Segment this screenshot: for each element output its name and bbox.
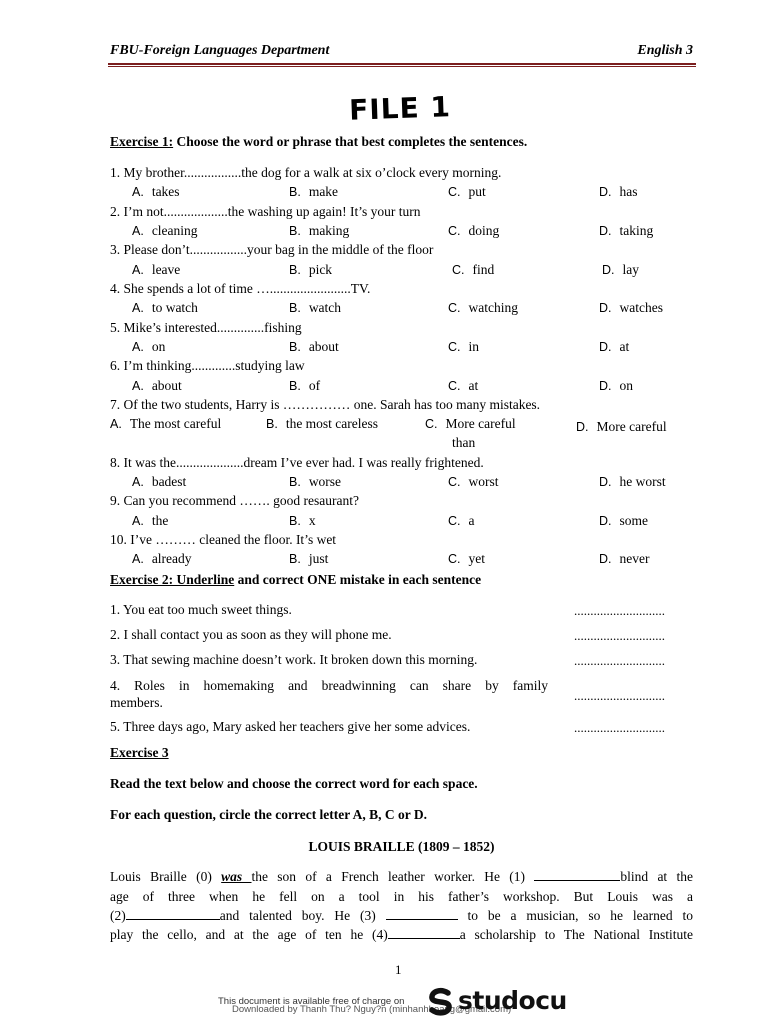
q6-option-c: C. at (448, 378, 479, 393)
question-9: 9. Can you recommend ……. good resaurant? (110, 493, 359, 508)
question-4: 4. She spends a lot of time …........................TV. (110, 281, 371, 296)
ex2-item-5: 5. Three days ago, Mary asked her teachers give her some advices. (110, 719, 471, 734)
q5-option-d: D. at (599, 339, 630, 354)
passage-line-3: (2) and talented boy. He (3) to be a musician, so he learned to (110, 908, 694, 923)
exercise-2-instruction: and correct ONE mistake in each sentence (234, 572, 482, 587)
question-5: 5. Mike’s interested..............fishing (110, 320, 302, 335)
exercise-3-instruction-2: For each question, circle the correct letter A, B, C or D. (110, 807, 428, 822)
blank-3[interactable] (386, 908, 458, 920)
q8-option-a: A. badest (132, 474, 187, 489)
q10-option-c: C. yet (448, 551, 485, 566)
ex2-answer-1[interactable]: ............................ (574, 603, 665, 618)
q1-option-b: B. make (289, 184, 339, 199)
q3-option-d: D. lay (602, 262, 639, 277)
availability-note: This document is available free of charge on (218, 996, 405, 1007)
header-rule-thin (108, 66, 696, 67)
q7-option-b: B. the most careless (266, 416, 379, 431)
blank-4[interactable] (388, 927, 460, 939)
page-number: 1 (395, 962, 402, 977)
question-7: 7. Of the two students, Harry is …………… one. Sarah has too many mistakes. (110, 397, 541, 412)
department-name: FBU-Foreign Languages Department (110, 43, 330, 58)
ex2-answer-2[interactable]: ............................ (574, 628, 665, 643)
question-1: 1. My brother.................the dog for a walk at six o’clock every morning. (110, 165, 502, 180)
studocu-logo-icon[interactable] (426, 987, 456, 1017)
q1-option-c: C. put (448, 184, 486, 199)
q3-option-c: C. find (452, 262, 495, 277)
q8-option-c: C. worst (448, 474, 499, 489)
q2-option-a: A. cleaning (132, 223, 198, 238)
ex2-item-2: 2. I shall contact you as soon as they will phone me. (110, 627, 392, 642)
q6-option-d: D. on (599, 378, 633, 393)
q4-option-b: B. watch (289, 300, 342, 315)
header-rule (108, 63, 696, 65)
q7-option-c-continued: than (452, 435, 476, 450)
question-2: 2. I’m not...................the washing up again! It’s your turn (110, 204, 421, 219)
q9-option-d: D. some (599, 513, 648, 528)
ex2-item-4-continued: members. (110, 695, 163, 710)
q10-option-b: B. just (289, 551, 329, 566)
q2-option-d: D. taking (599, 223, 654, 238)
page-header (110, 43, 693, 63)
example-answer: was (221, 869, 252, 884)
q10-option-a: A. already (132, 551, 192, 566)
ex2-item-3: 3. That sewing machine doesn’t work. It broken down this morning. (110, 652, 478, 667)
q9-option-a: A. the (132, 513, 169, 528)
q8-option-d: D. he worst (599, 474, 666, 489)
ex2-item-1: 1. You eat too much sweet things. (110, 602, 292, 617)
q3-option-b: B. pick (289, 262, 333, 277)
q10-option-d: D. never (599, 551, 650, 566)
passage-line-4: play the cello, and at the age of ten he (4) a scholarship to The National Institute (110, 927, 693, 942)
q6-option-b: B. of (289, 378, 321, 393)
q4-option-c: C. watching (448, 300, 518, 315)
q9-option-c: C. a (448, 513, 475, 528)
exercise-3-label: Exercise 3 (110, 745, 169, 760)
course-name: English 3 (637, 43, 693, 58)
q5-option-c: C. in (448, 339, 480, 354)
question-3: 3. Please don’t.................your bag in the middle of the floor (110, 242, 434, 257)
q1-option-d: D. has (599, 184, 638, 199)
q6-option-a: A. about (132, 378, 182, 393)
ex2-answer-5[interactable]: ............................ (574, 720, 665, 735)
download-note: Downloaded by Thanh Thu? Nguy?n (minhanhhoang@gmail.com) (232, 1004, 512, 1015)
studocu-brand[interactable]: studocu (458, 986, 567, 1015)
question-8: 8. It was the....................dream I’ve ever had. I was really frightened. (110, 455, 484, 470)
q7-option-c: C. More careful (425, 416, 516, 431)
exercise-1-instruction: Choose the word or phrase that best completes the sentences. (173, 134, 528, 149)
q3-option-a: A. leave (132, 262, 181, 277)
exercise-1-heading (110, 134, 527, 150)
ex2-answer-3[interactable]: ............................ (574, 653, 665, 668)
question-6: 6. I’m thinking.............studying law (110, 358, 305, 373)
passage-line-1: Louis Braille (0) was the son of a French leather worker. He (1) blind at the (110, 869, 693, 884)
q5-option-b: B. about (289, 339, 339, 354)
q4-option-a: A. to watch (132, 300, 198, 315)
q2-option-c: C. doing (448, 223, 500, 238)
question-10: 10. I’ve ……… cleaned the floor. It’s wet (110, 532, 337, 547)
blank-2[interactable] (126, 908, 220, 920)
q7-option-a: A. The most careful (110, 416, 222, 431)
q4-option-d: D. watches (599, 300, 663, 315)
passage-title: LOUIS BRAILLE (1809 – 1852) (308, 839, 495, 854)
ex2-item-4: 4. Roles in homemaking and breadwinning can share by family (110, 678, 548, 693)
q7-option-d: D. More careful (576, 419, 667, 434)
exercise-2-label: Exercise 2: Underline (110, 572, 235, 587)
q8-option-b: B. worse (289, 474, 342, 489)
q1-option-a: A. takes (132, 184, 180, 199)
ex2-answer-4[interactable]: ............................ (574, 688, 665, 703)
q5-option-a: A. on (132, 339, 166, 354)
blank-1[interactable] (534, 869, 620, 881)
passage-line-2: age of three when he fell on a tool in his father’s workshop. But Louis was a (110, 889, 693, 904)
exercise-1-label: Exercise 1: (110, 134, 174, 149)
q2-option-b: B. making (289, 223, 350, 238)
exercise-2-heading (110, 572, 481, 588)
exercise-3-instruction-1: Read the text below and choose the correct word for each space. (110, 776, 478, 791)
q9-option-b: B. x (289, 513, 316, 528)
file-title: FILE 1 (348, 90, 452, 127)
